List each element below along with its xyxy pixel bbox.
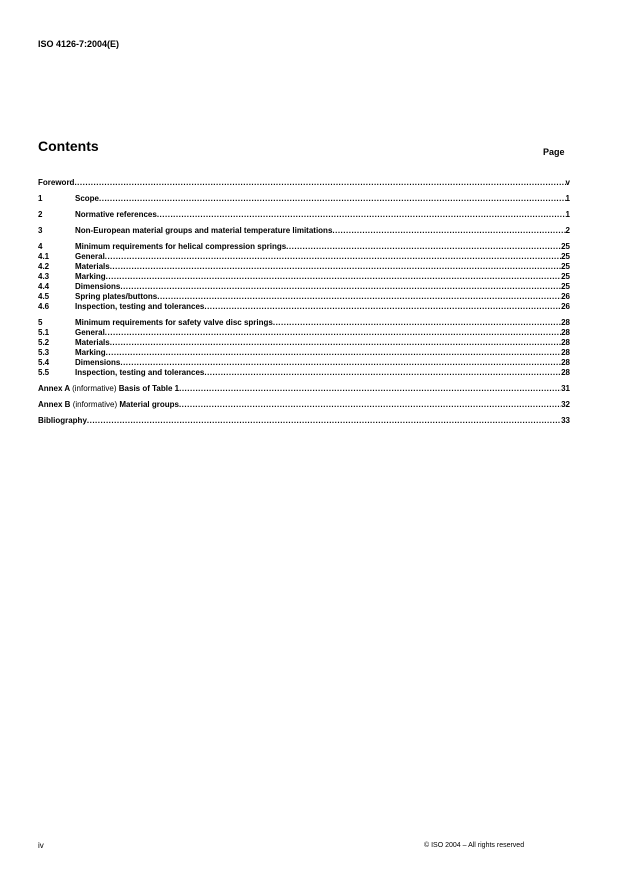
toc-entry-page: 1	[565, 210, 570, 219]
toc-entry-number: 3	[38, 226, 43, 235]
page-column-heading: Page	[543, 147, 565, 157]
toc-entry-title: Minimum requirements for safety valve disc springs	[75, 318, 273, 327]
toc-entry-4-6[interactable]	[38, 302, 570, 312]
toc-entry-annex-a[interactable]	[38, 384, 570, 394]
toc-entry-page: 25	[561, 242, 570, 251]
toc-entry-number: 5.2	[38, 338, 50, 347]
toc-entry-title: Scope	[75, 194, 100, 203]
toc-entry-title: Inspection, testing and tolerances	[75, 368, 205, 377]
toc-entry-annex-b[interactable]	[38, 400, 570, 410]
toc-leader-dots	[332, 226, 565, 236]
annex-informative-note: (informative)	[72, 400, 118, 409]
toc-leader-dots	[106, 348, 561, 358]
toc-entry-title: Materials	[75, 338, 110, 347]
toc-entry-4-3[interactable]	[38, 272, 570, 282]
toc-entry-title: Inspection, testing and tolerances	[75, 302, 205, 311]
toc-leader-dots	[157, 292, 561, 302]
toc-entry-title: General	[75, 328, 105, 337]
toc-leader-dots	[110, 262, 561, 272]
toc-entry-page: 25	[561, 272, 570, 281]
toc-entry-title	[38, 384, 179, 394]
toc-entry-page: 28	[561, 368, 570, 377]
toc-leader-dots	[105, 252, 561, 262]
toc-leader-dots	[74, 178, 565, 188]
toc-entry-number: 1	[38, 194, 43, 203]
toc-entry-disc-springs[interactable]	[38, 318, 570, 328]
toc-entry-page: 2	[565, 226, 570, 235]
toc-entry-4-5[interactable]	[38, 292, 570, 302]
toc-entry-scope[interactable]	[38, 194, 570, 204]
toc-leader-dots	[106, 272, 561, 282]
annex-label: Annex B	[38, 400, 71, 409]
toc-entry-page: 25	[561, 262, 570, 271]
toc-entry-page: 1	[565, 194, 570, 203]
toc-entry-number: 4	[38, 242, 43, 251]
toc-entry-title: Bibliography	[38, 416, 87, 425]
toc-entry-page: v	[565, 178, 570, 187]
annex-label: Annex A	[38, 384, 70, 393]
toc-leader-dots	[120, 282, 561, 292]
toc-entry-title: Minimum requirements for helical compression springs	[75, 242, 287, 251]
contents-title: Contents	[38, 138, 99, 154]
toc-entry-page: 33	[561, 416, 570, 425]
toc-entry-title: Dimensions	[75, 282, 121, 291]
toc-leader-dots	[273, 318, 561, 328]
toc-leader-dots	[204, 302, 561, 312]
annex-subtitle: Basis of Table 1	[118, 384, 180, 393]
toc-leader-dots	[179, 400, 561, 410]
toc-entry-page: 32	[561, 400, 570, 409]
toc-entry-5-2[interactable]	[38, 338, 570, 348]
toc-entry-number: 4.2	[38, 262, 50, 271]
toc-entry-5-4[interactable]	[38, 358, 570, 368]
toc-entry-number: 5.4	[38, 358, 50, 367]
footer-page-number: iv	[38, 841, 44, 850]
toc-entry-page: 25	[561, 252, 570, 261]
annex-informative-note: (informative)	[72, 384, 117, 393]
toc-entry-page: 26	[561, 292, 570, 301]
toc-entry-title: Materials	[75, 262, 110, 271]
toc-leader-dots	[179, 384, 561, 394]
toc-leader-dots	[120, 358, 561, 368]
toc-entry-title: General	[75, 252, 105, 261]
toc-entry-5-5[interactable]	[38, 368, 570, 378]
toc-entry-4-4[interactable]	[38, 282, 570, 292]
toc-leader-dots	[286, 242, 561, 252]
toc-entry-title: Foreword	[38, 178, 75, 187]
toc-entry-page: 31	[561, 384, 570, 393]
toc-entry-page: 28	[561, 318, 570, 327]
toc-entry-title: Marking	[75, 348, 106, 357]
toc-entry-title: Marking	[75, 272, 106, 281]
toc-entry-bibliography[interactable]	[38, 416, 570, 426]
toc-entry-number: 4.5	[38, 292, 50, 301]
toc-leader-dots	[99, 194, 566, 204]
toc-leader-dots	[105, 328, 561, 338]
toc-entry-title: Normative references	[75, 210, 157, 219]
toc-entry-number: 4.4	[38, 282, 50, 291]
annex-subtitle: Material groups	[119, 400, 179, 409]
table-of-contents	[38, 178, 570, 426]
toc-entry-number: 5.1	[38, 328, 50, 337]
toc-entry-title	[38, 400, 179, 410]
toc-entry-number: 5.3	[38, 348, 50, 357]
toc-leader-dots	[110, 338, 561, 348]
toc-entry-normative-references[interactable]	[38, 210, 570, 220]
toc-entry-number: 5	[38, 318, 43, 327]
toc-entry-4-2[interactable]	[38, 262, 570, 272]
toc-entry-foreword[interactable]	[38, 178, 570, 188]
toc-entry-5-1[interactable]	[38, 328, 570, 338]
toc-entry-page: 28	[561, 328, 570, 337]
toc-entry-5-3[interactable]	[38, 348, 570, 358]
toc-entry-page: 28	[561, 348, 570, 357]
toc-entry-title: Spring plates/buttons	[75, 292, 158, 301]
toc-leader-dots	[157, 210, 566, 220]
document-id: ISO 4126-7:2004(E)	[38, 39, 120, 49]
toc-entry-page: 26	[561, 302, 570, 311]
toc-entry-number: 4.6	[38, 302, 50, 311]
toc-entry-number: 4.1	[38, 252, 50, 261]
toc-entry-title: Dimensions	[75, 358, 121, 367]
toc-leader-dots	[204, 368, 561, 378]
toc-entry-page: 25	[561, 282, 570, 291]
toc-entry-material-groups-limitations[interactable]	[38, 226, 570, 236]
toc-entry-page: 28	[561, 338, 570, 347]
toc-entry-number: 2	[38, 210, 43, 219]
toc-entry-number: 5.5	[38, 368, 50, 377]
footer-copyright: © ISO 2004 – All rights reserved	[424, 842, 525, 849]
toc-entry-title: Non-European material groups and material temperature limitations	[75, 226, 333, 235]
toc-entry-page: 28	[561, 358, 570, 367]
toc-leader-dots	[87, 416, 561, 426]
toc-entry-number: 4.3	[38, 272, 50, 281]
toc-entry-helical-springs[interactable]	[38, 242, 570, 252]
toc-entry-4-1[interactable]	[38, 252, 570, 262]
